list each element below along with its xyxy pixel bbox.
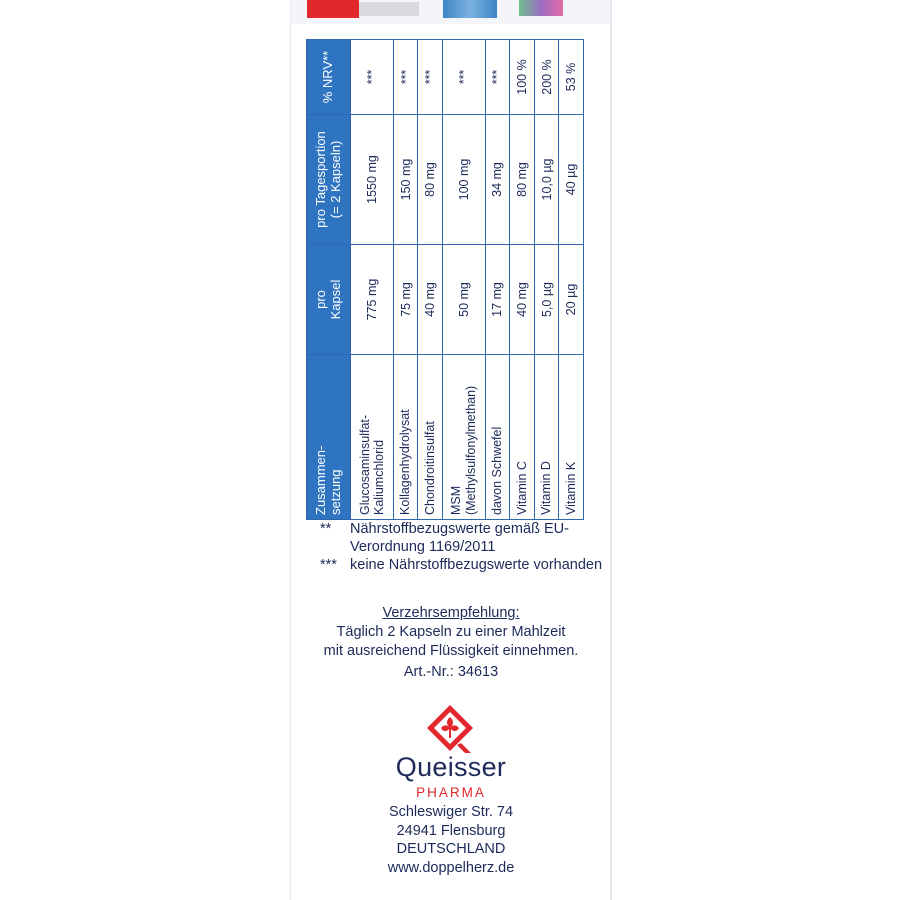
recommendation-line: mit ausreichend Flüssigkeit einnehmen. — [323, 643, 579, 659]
nrv-value: 53 % — [559, 40, 584, 115]
header-per-daily: pro Tagesportion (= 2 Kapseln) — [307, 115, 351, 245]
per-daily-value: 10,0 µg — [534, 115, 559, 245]
header-nrv: % NRV** — [307, 40, 351, 115]
per-daily-value: 40 µg — [559, 115, 584, 245]
nrv-value: *** — [442, 40, 485, 115]
table-row — [418, 40, 443, 520]
per-capsule-value: 17 mg — [485, 245, 510, 355]
flap-blue-stripe — [443, 0, 497, 18]
table-row — [559, 40, 584, 520]
ingredient-name: davon Schwefel — [485, 355, 510, 520]
ingredient-name: Vitamin D — [534, 355, 559, 520]
header-composition: Zusammen- setzung — [307, 355, 351, 520]
flap-color-stripe — [519, 0, 563, 16]
ingredient-name: Vitamin K — [559, 355, 584, 520]
footnote-mark: *** — [320, 557, 337, 573]
recommendation-title: Verzehrsempfehlung: — [382, 605, 520, 621]
per-daily-value: 34 mg — [485, 115, 510, 245]
brand-name: Queisser — [395, 752, 507, 782]
table-row — [393, 40, 418, 520]
per-capsule-value: 40 mg — [510, 245, 535, 355]
nrv-value: *** — [485, 40, 510, 115]
table-row — [351, 40, 394, 520]
footnotes — [320, 520, 605, 574]
per-capsule-value: 20 µg — [559, 245, 584, 355]
queisser-logo-icon — [425, 703, 475, 753]
article-number: Art.-Nr.: 34613 — [403, 664, 499, 680]
address-street: Schleswiger Str. 74 — [388, 804, 514, 820]
flap-red-stripe — [307, 0, 359, 18]
table-row — [485, 40, 510, 520]
header-per-capsule: pro Kapsel — [307, 245, 351, 355]
intake-recommendation — [290, 604, 612, 661]
nutrition-table — [306, 39, 584, 520]
footnote-nrv — [320, 520, 605, 556]
per-daily-value: 150 mg — [393, 115, 418, 245]
footnote-mark: ** — [320, 521, 332, 537]
per-capsule-value: 775 mg — [351, 245, 394, 355]
nutrition-table-container — [306, 40, 584, 520]
footnote-no-nrv — [320, 556, 605, 574]
brand-subtitle: PHARMA — [416, 785, 486, 800]
nrv-value: 200 % — [534, 40, 559, 115]
footnote-text: keine Nährstoffbezugswerte vorhanden — [350, 557, 603, 573]
address-country: DEUTSCHLAND — [396, 841, 506, 857]
ingredient-name: Chondroitinsulfat — [418, 355, 443, 520]
ingredient-name: Glucosaminsulfat- Kaliumchlorid — [351, 355, 394, 520]
per-capsule-value: 5,0 µg — [534, 245, 559, 355]
table-header-row — [307, 40, 351, 520]
per-daily-value: 100 mg — [442, 115, 485, 245]
company-address — [290, 803, 612, 877]
recommendation-line: Täglich 2 Kapseln zu einer Mahlzeit — [336, 624, 566, 640]
per-capsule-value: 75 mg — [393, 245, 418, 355]
nrv-value: *** — [418, 40, 443, 115]
table-row — [442, 40, 485, 520]
flap-grey-stripe — [359, 2, 419, 16]
nrv-value: *** — [393, 40, 418, 115]
nrv-value: *** — [351, 40, 394, 115]
per-capsule-value: 40 mg — [418, 245, 443, 355]
ingredient-name: MSM (Methylsulfonylmethan) — [442, 355, 485, 520]
nrv-value: 100 % — [510, 40, 535, 115]
address-city: 24941 Flensburg — [396, 822, 506, 839]
per-daily-value: 80 mg — [418, 115, 443, 245]
footnote-text: Nährstoffbezugswerte gemäß EU-Verordnung 1169/2011 — [350, 521, 569, 555]
per-capsule-value: 50 mg — [442, 245, 485, 355]
ingredient-name: Vitamin C — [510, 355, 535, 520]
per-daily-value: 1550 mg — [351, 115, 394, 245]
ingredient-name: Kollagenhydrolysat — [393, 355, 418, 520]
box-top-flap — [291, 0, 610, 24]
table-row — [510, 40, 535, 520]
website-link: www.doppelherz.de — [387, 859, 515, 876]
per-daily-value: 80 mg — [510, 115, 535, 245]
table-row — [534, 40, 559, 520]
